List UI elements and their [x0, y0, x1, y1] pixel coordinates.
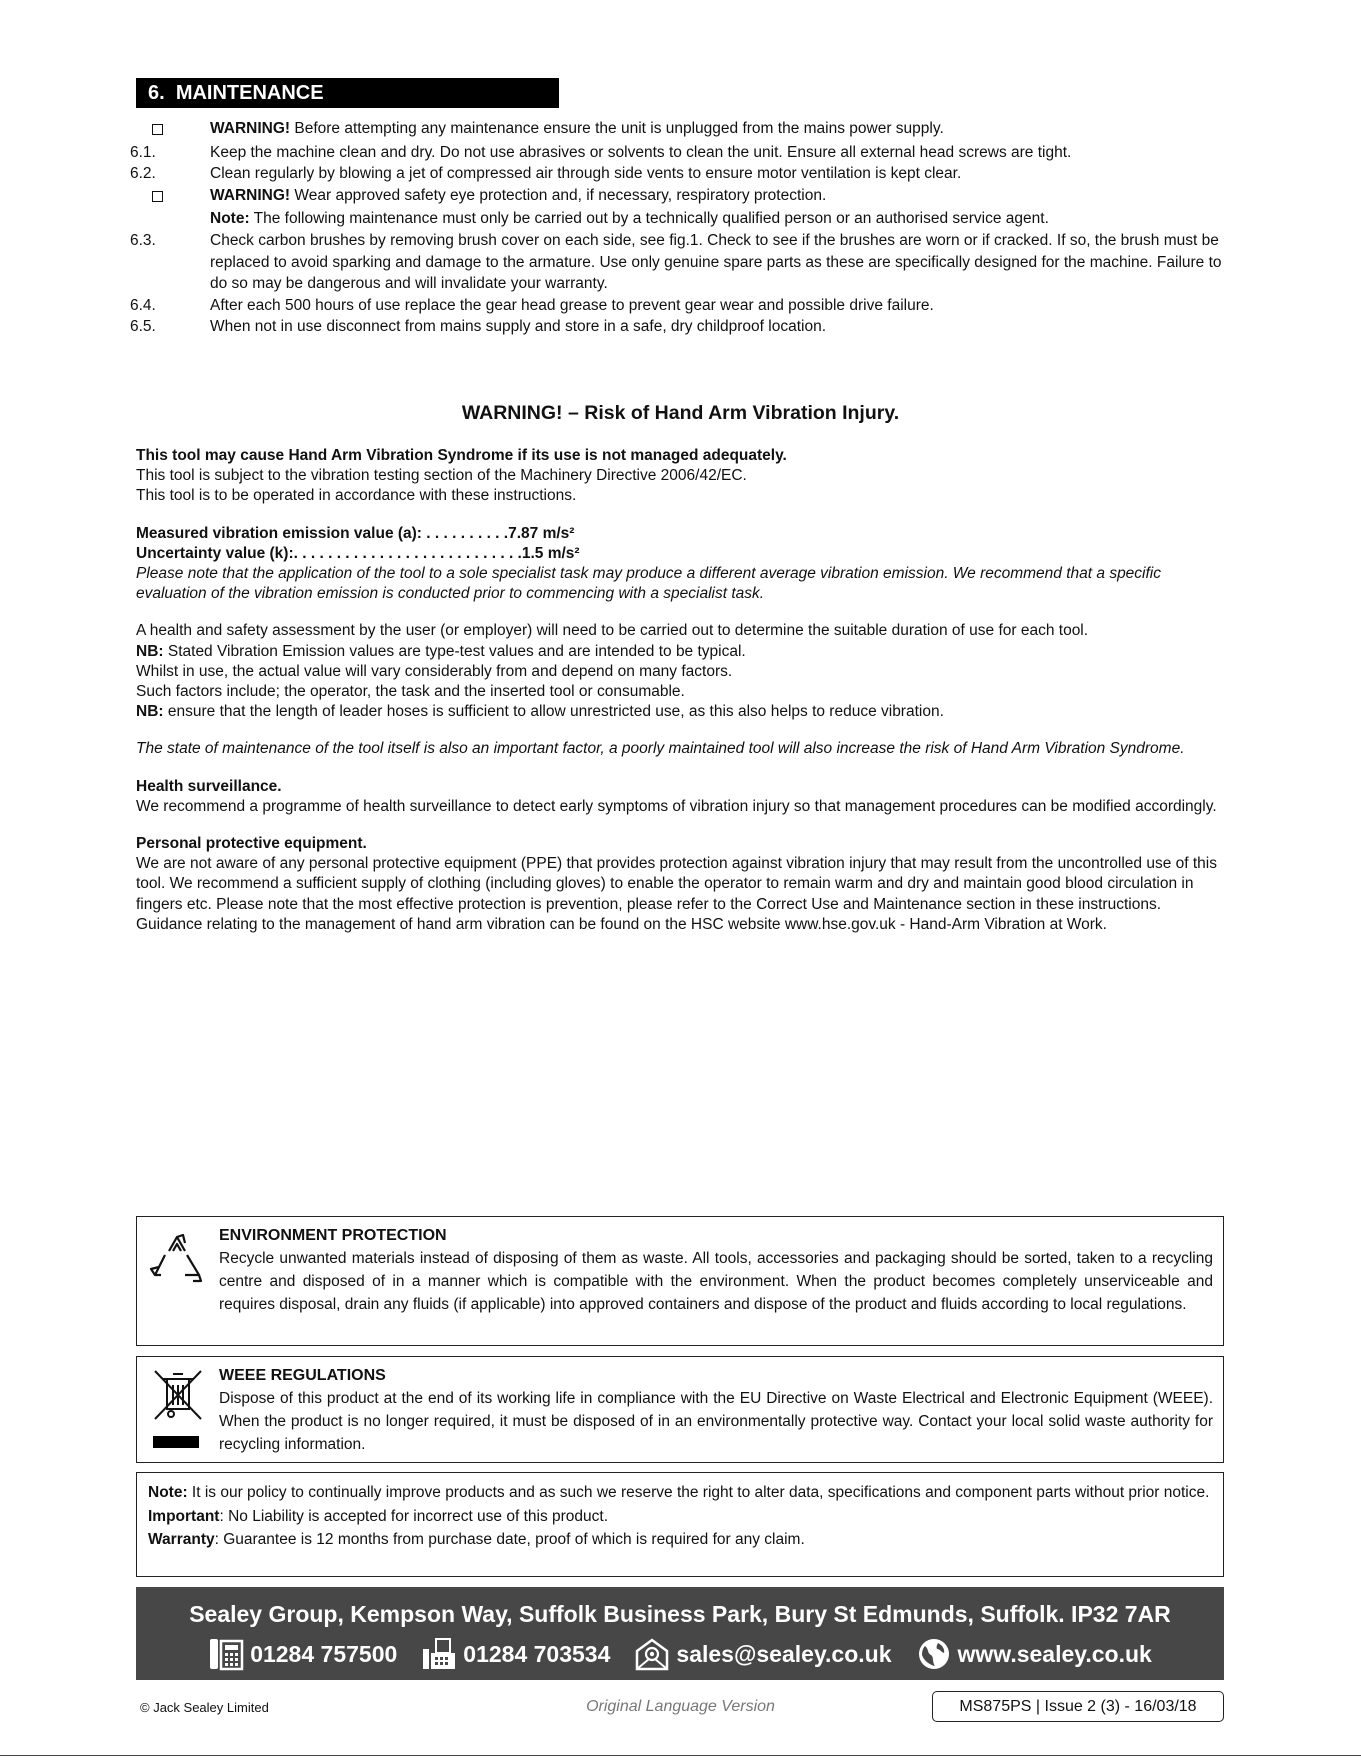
policy-note: Note: It is our policy to continually improve products and as such we reserve the right to alter data, specifications and component parts without prior notice. — [148, 1484, 1210, 1501]
ppe-text: We are not aware of any personal protective equipment (PPE) that provides protection against vibration injury that may result from the uncontrolled use of this tool. We recommend a sufficient supply of clothing (including gloves) to enable the operator to remain warm and dry and maintain good blood circulation in fingers etc. Please note that the most effective protection is prevention, please refer to the Correct Use and Maintenance section in these instructions. Guidance relating to the management of hand arm vibration can be found on the HSC website www.hse.gov.uk - Hand-Arm Vibration at Work. — [136, 855, 1217, 933]
original-language-label: Original Language Version — [586, 1698, 775, 1715]
email-link[interactable]: sales@sealey.co.uk — [676, 1640, 892, 1667]
health-surveillance-text: We recommend a programme of health surveillance to detect early symptoms of vibration injury so that management procedures can be modified accordingly. — [136, 797, 1217, 815]
section-number: 6. — [148, 82, 165, 104]
list-item — [130, 316, 1230, 338]
weee-text: Dispose of this product at the end of its working life in compliance with the EU Directive on Waste Electrical and Electronic Equipment (WEEE). When the product is no longer required, it must be disposed of in an environmentally protective way. Contact your local solid waste authority for recycling information. — [219, 1390, 1213, 1453]
warranty-note: Warranty: Guarantee is 12 months from purchase date, proof of which is required for any claim. — [148, 1531, 805, 1548]
warning-label: WARNING! — [210, 186, 291, 204]
weee-title: WEEE REGULATIONS — [219, 1367, 386, 1384]
document-reference: MS875PS | Issue 2 (3) - 16/03/18 — [932, 1691, 1224, 1722]
assessment-text: A health and safety assessment by the user (or employer) will need to be carried out to determine the suitable duration of use for each tool. — [136, 622, 1089, 640]
contact-row — [136, 1637, 1224, 1671]
phone-number: 01284 757500 — [250, 1640, 398, 1667]
health-surveillance-title: Health surveillance. — [136, 777, 282, 795]
list-item — [130, 163, 1230, 185]
note-label: Note: — [210, 210, 250, 228]
vibration-warning-title: WARNING! – Risk of Hand Arm Vibration Injury. — [461, 402, 900, 424]
notes-box — [136, 1472, 1224, 1577]
page-bottom-divider — [0, 1755, 1361, 1756]
copyright: © Jack Sealey Limited — [140, 1700, 269, 1715]
important-label: Important — [148, 1507, 220, 1525]
list-item-text: When not in use disconnect from mains supply and store in a safe, dry childproof location. — [210, 318, 827, 336]
list-item-text: Before attempting any maintenance ensure the unit is unplugged from the mains power supply. — [290, 120, 944, 137]
specialist-task-note: Please note that the application of the tool to a sole specialist task may produce a different average vibration emission. We recommend that a specific evaluation of the vibration emission is conducted prior to commencing with a specialist task. — [136, 565, 1161, 603]
telephone-icon — [208, 1637, 244, 1671]
list-item-number: 6.2. — [130, 165, 156, 183]
contact-footer — [136, 1587, 1224, 1680]
whilst-in-use-text: Whilst in use, the actual value will vary considerably from and depend on many factors. — [136, 662, 733, 680]
recycle-icon — [147, 1231, 207, 1287]
list-item-text: After each 500 hours of use replace the gear head grease to prevent gear wear and possible drive failure. — [210, 296, 934, 314]
vibration-intro-bold: This tool may cause Hand Arm Vibration Syndrome if its use is not managed adequately. — [136, 447, 787, 464]
email-icon — [634, 1637, 670, 1671]
environment-text: Recycle unwanted materials instead of disposing of them as waste. All tools, accessories and packaging should be sorted, taken to a recycling centre and disposed of in a manner which is compatible with the environment. When the product becomes completely unserviceable and requires disposal, drain any fluids (if applicable) into approved containers and dispose of the product and fluids according to local regulations. — [219, 1250, 1213, 1313]
list-item-text: Check carbon brushes by removing brush cover on each side, see fig.1. Check to see if the brushes are worn or if cracked. If so, the brush must be replaced to avoid sparking and damage to the armature. Use only genuine spare parts as these are specifically designed for the machine. Failure to do so may be dangerous and will invalidate your warranty. — [210, 231, 1222, 293]
nb-leader-hoses: NB: ensure that the length of leader hoses is sufficient to allow unrestricted use, as this also helps to reduce vibration. — [136, 703, 944, 721]
warranty-label: Warranty — [148, 1531, 215, 1548]
list-item-text: Wear approved safety eye protection and, if necessary, respiratory protection. — [290, 186, 827, 204]
vibration-section — [136, 446, 1231, 935]
measured-vibration-value: Measured vibration emission value (a): . . . . . . . . . .7.87 m/s² — [136, 524, 575, 542]
fax-number: 01284 703534 — [463, 1640, 611, 1667]
section-header — [136, 78, 559, 108]
phone-contact — [208, 1637, 397, 1671]
list-item — [130, 142, 1230, 164]
globe-icon — [916, 1637, 952, 1671]
checkbox-bullet-icon — [152, 124, 163, 135]
weee-regulations-box — [136, 1356, 1224, 1463]
factors-text: Such factors include; the operator, the task and the inserted tool or consumable. — [136, 683, 685, 701]
nb-label: NB: — [136, 703, 164, 721]
warning-label: WARNING! — [210, 120, 291, 137]
list-item-number: 6.1. — [130, 143, 156, 161]
maintenance-state-note: The state of maintenance of the tool itself is also an important factor, a poorly maintained tool will also increase the risk of Hand Arm Vibration Syndrome. — [136, 740, 1185, 758]
uncertainty-value: Uncertainty value (k):. . . . . . . . . . . . . . . . . . . . . . . . . . .1.5 m/s² — [136, 544, 580, 562]
list-item — [130, 295, 1230, 317]
list-item-number: 6.5. — [130, 318, 156, 336]
maintenance-list — [130, 118, 1230, 338]
note-label: Note: — [148, 1484, 188, 1501]
list-item — [130, 230, 1230, 295]
weee-bar-icon — [153, 1436, 199, 1448]
checkbox-bullet-icon — [152, 191, 163, 202]
nb-typical-values: NB: Stated Vibration Emission values are type-test values and are intended to be typical. — [136, 642, 746, 660]
liability-note: Important: No Liability is accepted for incorrect use of this product. — [148, 1507, 609, 1525]
website-link[interactable]: www.sealey.co.uk — [957, 1640, 1152, 1667]
website-contact[interactable] — [916, 1637, 1152, 1671]
list-item-text: The following maintenance must only be carried out by a technically qualified person or an authorised service agent. — [249, 210, 1049, 228]
fax-contact — [421, 1637, 610, 1671]
fax-icon — [421, 1637, 457, 1671]
crossed-bin-icon — [147, 1367, 207, 1423]
section-title: MAINTENANCE — [175, 82, 324, 104]
vibration-intro-1: This tool is subject to the vibration testing section of the Machinery Directive 2006/42/EC. — [136, 467, 747, 485]
vibration-intro-2: This tool is to be operated in accordance with these instructions. — [136, 487, 577, 505]
nb-label: NB: — [136, 642, 164, 660]
list-item-text: Keep the machine clean and dry. Do not use abrasives or solvents to clean the unit. Ensure all external head screws are tight. — [210, 143, 1072, 161]
list-item — [130, 208, 1230, 230]
list-item-number: 6.3. — [130, 231, 156, 249]
company-address: Sealey Group, Kempson Way, Suffolk Business Park, Bury St Edmunds, Suffolk. IP32 7AR — [189, 1601, 1171, 1627]
list-item-text: Clean regularly by blowing a jet of compressed air through side vents to ensure motor ventilation is kept clear. — [210, 165, 962, 183]
environment-title: ENVIRONMENT PROTECTION — [219, 1227, 447, 1244]
list-item — [130, 118, 1230, 142]
ppe-title: Personal protective equipment. — [136, 835, 367, 853]
list-item — [130, 185, 1230, 209]
email-contact[interactable] — [634, 1637, 891, 1671]
environment-protection-box — [136, 1216, 1224, 1346]
list-item-number: 6.4. — [130, 296, 156, 314]
